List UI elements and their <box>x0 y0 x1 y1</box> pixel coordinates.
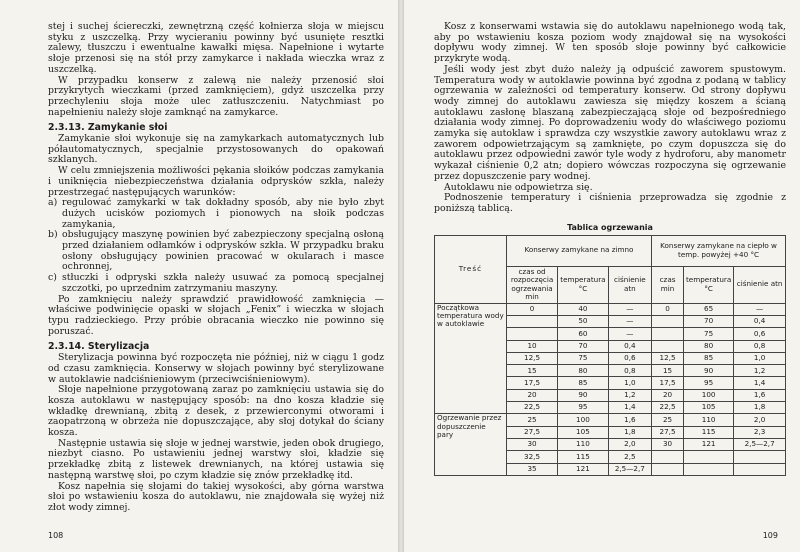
table-cell: 2,0 <box>734 414 786 426</box>
table-cell: 115 <box>683 426 733 438</box>
table-cell: 20 <box>506 389 557 401</box>
table-cell: 2,5—2,7 <box>734 438 786 450</box>
table-cell: 121 <box>558 463 608 475</box>
table-cell: 110 <box>558 438 608 450</box>
table-cell: 80 <box>683 340 733 352</box>
list-item <box>48 230 384 273</box>
section-heading: 2.3.13. Zamykanie słoi <box>48 122 168 134</box>
table-cell: 100 <box>558 414 608 426</box>
table-cell: 85 <box>683 352 733 364</box>
table-cell: 50 <box>558 315 608 327</box>
right-page <box>404 0 800 552</box>
table-cell: 1,6 <box>608 414 652 426</box>
table-cell: 105 <box>558 426 608 438</box>
table-cell: 105 <box>683 402 733 414</box>
list-item <box>48 273 384 294</box>
header-temp-cold: temperatura °C <box>558 266 608 303</box>
list-item-label: b) <box>48 229 58 241</box>
list-item-label: a) <box>48 197 58 209</box>
table-cell: 25 <box>506 414 557 426</box>
table-cell: 27,5 <box>506 426 557 438</box>
right-page-content <box>434 22 786 215</box>
header-temp-hot: temperatura °C <box>683 266 733 303</box>
paragraph: stej i suchej ściereczki, zewnętrzną część kołnierza słoja w miejscu styku z uszczelką. Przy wycieraniu powinny być usunięte resztki zalewy, tłuszczu i ewentualne kawałki mięsa. Napełnione i wytarte słoje przenosi się na stół przy zamykarce i nakłada wieczka wraz z uszczelką. <box>48 21 384 75</box>
paragraph: Podnoszenie temperatury i ciśnienia przeprowadza się zgodnie z poniższą tablicą. <box>434 192 786 214</box>
table-cell: 0,8 <box>608 365 652 377</box>
table-cell: 1,0 <box>608 377 652 389</box>
table-cell: 1,4 <box>608 402 652 414</box>
table-cell: 2,0 <box>608 438 652 450</box>
table-cell: 70 <box>558 340 608 352</box>
paragraph: W celu zmniejszenia możliwości pękania słoików podczas zamykania i uniknięcia niebezpieczeństwa działania odprysków szkła, należy przestrzegać następujących warunków: <box>48 165 384 198</box>
list-item-text: obsługujący maszynę powinien być zabezpieczony specjalną osłoną przed działaniem odłamków i odprysków szkła. W przypadku braku osłony obsługujący powinien pracować w okularach i masce ochronnej, <box>62 229 384 273</box>
header-pressure-cold: ciśnienie atn <box>608 266 652 303</box>
table-title: Tablica ogrzewania <box>567 222 653 232</box>
table-cell <box>734 463 786 475</box>
table-cell <box>683 463 733 475</box>
table-cell <box>652 451 684 463</box>
table-cell: 75 <box>683 328 733 340</box>
paragraph: Po zamknięciu należy sprawdzić prawidłowość zamknięcia — właściwe podwinięcie opaski w słojach „Fenix” i wieczka w słojach typu radzieckiego. Przy próbie obracania wieczko nie powinno się poruszać. <box>48 293 384 337</box>
left-page <box>0 0 398 552</box>
table-cell: 35 <box>506 463 557 475</box>
table-cell: 17,5 <box>652 377 684 389</box>
section-heading: 2.3.14. Sterylizacja <box>48 341 150 353</box>
page-number-left: 108 <box>48 531 64 540</box>
table-cell: 12,5 <box>506 352 557 364</box>
table-row <box>435 303 786 315</box>
table-cell: 25 <box>652 414 684 426</box>
table-cell: 0,4 <box>608 340 652 352</box>
paragraph: Słoje napełnione przygotowaną zaraz po zamknięciu ustawia się do kosza autoklawu w następujący sposób: na dno kosza kładzie się wkładkę drewnianą, zbitą z desek, z przewierconymi otworami i zaopatrzoną w obrzeża nie dopuszczające, aby słoj dotykał do ściany kosza. <box>48 384 384 439</box>
table-cell <box>652 463 684 475</box>
table-cell: 22,5 <box>506 402 557 414</box>
table-cell <box>506 315 557 327</box>
table-cell: 1,8 <box>734 402 786 414</box>
list-item-text: regulować zamykarki w tak dokładny sposób, aby nie było zbyt dużych ucisków poziomych i pionowych na słoik podczas zamykania, <box>62 197 384 230</box>
table-cell <box>652 340 684 352</box>
table-cell: 0,6 <box>734 328 786 340</box>
table-cell: 17,5 <box>506 377 557 389</box>
section-initial-temp: Początkowa temperatura wody w autoklawie <box>435 303 507 414</box>
table-cell <box>652 315 684 327</box>
table-cell: 80 <box>558 365 608 377</box>
table-cell: — <box>734 303 786 315</box>
paragraph: Autoklawu nie odpowietrza się. <box>444 181 593 193</box>
list-item-label: c) <box>48 272 57 284</box>
header-hot-group: Konserwy zamykane na ciepło w temp. powyżej +40 °C <box>652 235 786 266</box>
table-cell: 1,2 <box>608 389 652 401</box>
header-pressure-hot: ciśnienie atn <box>734 266 786 303</box>
table-cell: 100 <box>683 389 733 401</box>
table-cell: 2,5—2,7 <box>608 463 652 475</box>
table-cell: 1,2 <box>734 365 786 377</box>
paragraph: Jeśli wody jest zbyt dużo należy ją odpuścić zaworem spustowym. Temperatura wody w autoklawie powinna być zgodna z podaną w tablicy ogrzewania w zależności od temperatury konserw. Od strony dopływu wody zimnej do autoklawu zawiesza się między koszem a ścianą autoklawu zasłonę blaszaną zabezpieczającą słoje od bezpośredniego działania wody zimnej. Po doprowadzeniu wody do właściwego poziomu zamyka się autoklaw i sprawdza czy wszystkie zawory autoklawu wraz z zaworem odpowietrzającym są zamknięte, po czym dopuszcza się do autoklawu przez odpowiedni zawór tyle wody z hydroforu, aby manometr wykazał ciśnienie 0,2 atn; dopiero wówczas rozpoczyna się ogrzewanie przez dopuszczenie pary wodnej. <box>434 63 786 182</box>
list-item-text: stłuczki i odpryski szkła należy usuwać za pomocą specjalnej szczotki, po uprzednim zatrzymaniu maszyny. <box>62 272 384 294</box>
table-cell <box>683 451 733 463</box>
table-cell: 95 <box>558 402 608 414</box>
table-cell <box>734 451 786 463</box>
table-cell: 110 <box>683 414 733 426</box>
heating-table <box>434 235 786 476</box>
header-time-cold: czas od rozpoczęcia ogrzewania min <box>506 266 557 303</box>
table-cell: 75 <box>558 352 608 364</box>
table-cell: 115 <box>558 451 608 463</box>
table-cell: 1,8 <box>608 426 652 438</box>
table-cell: 2,5 <box>608 451 652 463</box>
table-cell: 0 <box>652 303 684 315</box>
table-cell: — <box>608 315 652 327</box>
table-cell: 0,4 <box>734 315 786 327</box>
table-cell: 30 <box>652 438 684 450</box>
paragraph: W przypadku konserw z zalewą nie należy przenosić słoi przykrytych wieczkami (przed zamknięciem), gdyż uszczelka przy przechyleniu słoja może ulec zatłuszczeniu. Natychmiast po napełnieniu należy słoje zamknąć na zamykarce. <box>48 74 384 118</box>
table-cell: 70 <box>683 315 733 327</box>
table-cell <box>652 328 684 340</box>
paragraph: Kosz z konserwami wstawia się do autoklawu napełnionego wodą tak, aby po wstawieniu kosza poziom wody znajdował się na wysokości dopływu wody zimnej. W ten sposób słoje powinny być całkowicie przykryte wodą. <box>434 21 786 65</box>
table-cell: 32,5 <box>506 451 557 463</box>
table-cell: 12,5 <box>652 352 684 364</box>
table-cell: 1,4 <box>734 377 786 389</box>
left-page-content <box>48 22 384 514</box>
paragraph: Zamykanie słoi wykonuje się na zamykarkach automatycznych lub półautomatycznych, specjalnie przystosowanych do opakowań szklanych. <box>48 133 384 166</box>
table-cell: 15 <box>506 365 557 377</box>
table-cell: 30 <box>506 438 557 450</box>
paragraph: Sterylizacja powinna być rozpoczęta nie później, niż w ciągu 1 godz od czasu zamknięcia. Konserwy w słojach powinny być sterylizowane w autoklawie nadciśnieniowym (przeciwciśnieniowym). <box>48 352 384 385</box>
table-cell: 1,0 <box>734 352 786 364</box>
table-cell: 0 <box>506 303 557 315</box>
table-cell: 15 <box>652 365 684 377</box>
table-row <box>435 414 786 426</box>
header-tresc: Treść <box>435 235 507 303</box>
table-cell: 40 <box>558 303 608 315</box>
table-cell: 1,6 <box>734 389 786 401</box>
page-number-right: 109 <box>762 531 778 540</box>
table-cell: 0,6 <box>608 352 652 364</box>
table-cell: 90 <box>558 389 608 401</box>
table-cell: 95 <box>683 377 733 389</box>
list-item <box>48 198 384 230</box>
table-cell: — <box>608 328 652 340</box>
table-cell: 60 <box>558 328 608 340</box>
table-cell <box>506 328 557 340</box>
table-cell: 90 <box>683 365 733 377</box>
table-cell: 2,3 <box>734 426 786 438</box>
header-time-hot: czas min <box>652 266 684 303</box>
table-cell: 85 <box>558 377 608 389</box>
table-cell: 65 <box>683 303 733 315</box>
table-cell: 10 <box>506 340 557 352</box>
table-cell: 0,8 <box>734 340 786 352</box>
section-steam-heating: Ogrzewanie przez dopuszczenie pary <box>435 414 507 475</box>
table-cell: — <box>608 303 652 315</box>
table-cell: 20 <box>652 389 684 401</box>
paragraph: Następnie ustawia się słoje w jednej warstwie, jeden obok drugiego, niezbyt ciasno. Po ustawieniu jednej warstwy słoi, kładzie się przekładkę zbitą z listewek drewnianych, na której ustawia się następną warstwę słoi, po czym kładzie się znów przekładkę itd. <box>48 437 384 481</box>
paragraph: Kosz napełnia się słojami do takiej wysokości, aby górna warstwa słoi po wstawieniu kosza do autoklawu, nie znajdowała się wyżej niż złot wody zimnej. <box>48 480 384 513</box>
table-cell: 27,5 <box>652 426 684 438</box>
table-cell: 121 <box>683 438 733 450</box>
table-cell: 22,5 <box>652 402 684 414</box>
header-cold-group: Konserwy zamykane na zimno <box>506 235 651 266</box>
